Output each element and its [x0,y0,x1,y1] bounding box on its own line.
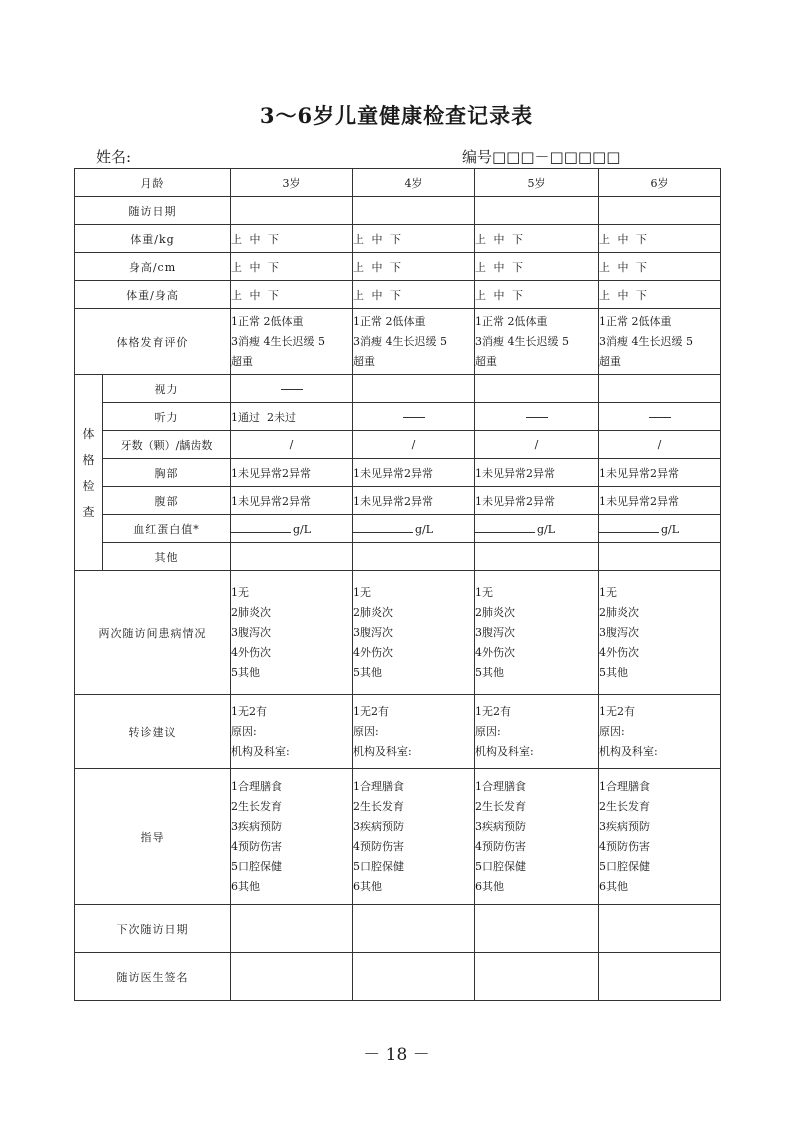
id-number-label: 编号□□□－□□□□□ [462,148,621,166]
chest-label: 胸部 [103,459,231,487]
teeth-3[interactable]: / [231,431,353,459]
illness-option: 5其他 [599,665,628,679]
illness-option: 5其他 [475,665,504,679]
hemoglobin-blank [231,522,291,533]
referral-institution: 机构及科室: [353,744,412,758]
illness-option: 4外伤次 [475,645,515,659]
referral-institution: 机构及科室: [599,744,658,758]
vision-6[interactable] [599,375,721,403]
height-label: 身高/cm [75,253,231,281]
illness-option: 2肺炎次 [353,605,393,619]
referral-reason: 原因: [599,724,625,738]
guidance-option: 5口腔保健 [231,859,282,873]
height-3[interactable]: 上 中 下 [231,253,353,281]
page-title: 3～6岁儿童健康检查记录表 [259,103,534,128]
abdomen-row [75,487,721,515]
exam-other-label: 其他 [103,543,231,571]
eval-option: 3消瘦 4生长迟缓 5 [231,334,325,348]
hemoglobin-5[interactable] [475,515,599,543]
physical-exam-group-text: 体格检查 [82,426,95,519]
hearing-row [75,403,721,431]
weight-height-3[interactable]: 上 中 下 [231,281,353,309]
eval-5[interactable] [475,309,599,375]
guidance-option: 3疾病预防 [353,819,404,833]
illness-option: 1无 [599,585,617,599]
illness-option: 3腹泻次 [231,625,271,639]
not-applicable-dash [649,417,671,418]
eval-option: 1正常 2低体重 [353,314,426,328]
guidance-option: 2生长发育 [475,799,526,813]
teeth-6[interactable]: / [599,431,721,459]
doctor-sign-4[interactable] [353,953,475,1001]
exam-other-3[interactable] [231,543,353,571]
name-label: 姓名: [96,148,132,166]
illness-option: 5其他 [353,665,382,679]
hemoglobin-blank [353,522,413,533]
illness-5[interactable] [475,571,599,695]
guidance-row [75,769,721,905]
illness-option: 2肺炎次 [599,605,639,619]
eval-option: 超重 [599,354,621,368]
weight-height-4[interactable]: 上 中 下 [353,281,475,309]
weight-height-5[interactable]: 上 中 下 [475,281,599,309]
eval-option: 1正常 2低体重 [475,314,548,328]
guidance-option: 6其他 [599,879,628,893]
eval-option: 超重 [353,354,375,368]
referral-3[interactable] [231,695,353,769]
exam-other-row [75,543,721,571]
guidance-option: 4预防伤害 [599,839,650,853]
hearing-5 [475,403,599,431]
referral-4[interactable] [353,695,475,769]
next-date-label: 下次随访日期 [75,905,231,953]
visit-date-4[interactable] [353,197,475,225]
page-number: － 18 － [363,1045,430,1065]
guidance-option: 5口腔保健 [599,859,650,873]
hearing-4 [353,403,475,431]
vision-5[interactable] [475,375,599,403]
next-date-5[interactable] [475,905,599,953]
referral-reason: 原因: [475,724,501,738]
visit-date-3[interactable] [231,197,353,225]
guidance-label: 指导 [75,769,231,905]
illness-option: 4外伤次 [353,645,393,659]
referral-option: 1无2有 [353,704,389,718]
guidance-option: 1合理膳食 [353,779,404,793]
weight-row [75,225,721,253]
weight-height-label: 体重/身高 [75,281,231,309]
referral-5[interactable] [475,695,599,769]
exam-other-4[interactable] [353,543,475,571]
vision-3[interactable] [231,375,353,403]
weight-4[interactable]: 上 中 下 [353,225,475,253]
referral-6[interactable] [599,695,721,769]
guidance-option: 6其他 [475,879,504,893]
weight-height-row [75,281,721,309]
eval-row [75,309,721,375]
not-applicable-dash [281,389,303,390]
guidance-option: 2生长发育 [599,799,650,813]
height-6[interactable]: 上 中 下 [599,253,721,281]
hb-unit: g/L [661,522,680,536]
doctor-sign-row [75,953,721,1001]
guidance-option: 2生长发育 [231,799,282,813]
hemoglobin-label: 血红蛋白值* [103,515,231,543]
illness-option: 5其他 [231,665,260,679]
vision-4[interactable] [353,375,475,403]
teeth-5[interactable]: / [475,431,599,459]
hemoglobin-6[interactable] [599,515,721,543]
guidance-option: 1合理膳食 [475,779,526,793]
chest-4[interactable]: 1未见异常2异常 [353,459,475,487]
eval-option: 超重 [475,354,497,368]
eval-option: 1正常 2低体重 [231,314,304,328]
eval-label: 体格发育评价 [75,309,231,375]
referral-option: 1无2有 [475,704,511,718]
referral-option: 1无2有 [231,704,267,718]
chest-5[interactable]: 1未见异常2异常 [475,459,599,487]
illness-3[interactable] [231,571,353,695]
guidance-4[interactable] [353,769,475,905]
guidance-option: 1合理膳食 [231,779,282,793]
illness-option: 3腹泻次 [599,625,639,639]
visit-date-6[interactable] [599,197,721,225]
not-applicable-dash [403,417,425,418]
age-5-header: 5岁 [475,169,599,197]
abdomen-4[interactable]: 1未见异常2异常 [353,487,475,515]
health-record-table [74,168,721,1001]
next-date-3[interactable] [231,905,353,953]
teeth-row [75,431,721,459]
abdomen-label: 腹部 [103,487,231,515]
guidance-option: 2生长发育 [353,799,404,813]
eval-3[interactable] [231,309,353,375]
illness-6[interactable] [599,571,721,695]
vision-label: 视力 [103,375,231,403]
hearing-3[interactable]: 1通过 2未过 [231,403,353,431]
illness-option: 4外伤次 [231,645,271,659]
exam-other-6[interactable] [599,543,721,571]
visit-date-row [75,197,721,225]
weight-label: 体重/kg [75,225,231,253]
hemoglobin-3[interactable] [231,515,353,543]
eval-option: 3消瘦 4生长迟缓 5 [599,334,693,348]
eval-option: 超重 [231,354,253,368]
hb-unit: g/L [415,522,434,536]
chest-6[interactable]: 1未见异常2异常 [599,459,721,487]
doctor-sign-5[interactable] [475,953,599,1001]
visit-date-5[interactable] [475,197,599,225]
guidance-option: 4预防伤害 [475,839,526,853]
referral-reason: 原因: [353,724,379,738]
illness-4[interactable] [353,571,475,695]
height-5[interactable]: 上 中 下 [475,253,599,281]
hemoglobin-row [75,515,721,543]
weight-3[interactable]: 上 中 下 [231,225,353,253]
eval-option: 1正常 2低体重 [599,314,672,328]
referral-institution: 机构及科室: [231,744,290,758]
height-row [75,253,721,281]
guidance-option: 3疾病预防 [599,819,650,833]
illness-label: 两次随访间患病情况 [75,571,231,695]
guidance-option: 4预防伤害 [231,839,282,853]
guidance-option: 6其他 [353,879,382,893]
guidance-option: 5口腔保健 [475,859,526,873]
illness-option: 4外伤次 [599,645,639,659]
illness-option: 1无 [231,585,249,599]
guidance-option: 5口腔保健 [353,859,404,873]
age-3-header: 3岁 [231,169,353,197]
vision-row [75,375,721,403]
hemoglobin-blank [475,522,535,533]
month-age-header: 月龄 [75,169,231,197]
height-4[interactable]: 上 中 下 [353,253,475,281]
exam-other-5[interactable] [475,543,599,571]
referral-option: 1无2有 [599,704,635,718]
guidance-option: 4预防伤害 [353,839,404,853]
physical-exam-group-label [75,375,103,571]
hearing-label: 听力 [103,403,231,431]
age-4-header: 4岁 [353,169,475,197]
doctor-sign-3[interactable] [231,953,353,1001]
abdomen-3[interactable]: 1未见异常2异常 [231,487,353,515]
guidance-6[interactable] [599,769,721,905]
not-applicable-dash [526,417,548,418]
weight-5[interactable]: 上 中 下 [475,225,599,253]
illness-option: 2肺炎次 [231,605,271,619]
guidance-option: 1合理膳食 [599,779,650,793]
hearing-6 [599,403,721,431]
illness-option: 3腹泻次 [353,625,393,639]
referral-institution: 机构及科室: [475,744,534,758]
hemoglobin-4[interactable] [353,515,475,543]
eval-6[interactable] [599,309,721,375]
doctor-sign-6[interactable] [599,953,721,1001]
weight-height-6[interactable]: 上 中 下 [599,281,721,309]
doctor-sign-label: 随访医生签名 [75,953,231,1001]
referral-row [75,695,721,769]
hemoglobin-blank [599,522,659,533]
abdomen-6[interactable]: 1未见异常2异常 [599,487,721,515]
illness-option: 3腹泻次 [475,625,515,639]
eval-option: 3消瘦 4生长迟缓 5 [475,334,569,348]
abdomen-5[interactable]: 1未见异常2异常 [475,487,599,515]
teeth-4[interactable]: / [353,431,475,459]
chest-3[interactable]: 1未见异常2异常 [231,459,353,487]
hb-unit: g/L [293,522,312,536]
teeth-label: 牙数（颗）/龋齿数 [103,431,231,459]
illness-option: 1无 [475,585,493,599]
referral-reason: 原因: [231,724,257,738]
illness-row [75,571,721,695]
eval-option: 3消瘦 4生长迟缓 5 [353,334,447,348]
next-date-6[interactable] [599,905,721,953]
eval-4[interactable] [353,309,475,375]
hb-unit: g/L [537,522,556,536]
weight-6[interactable]: 上 中 下 [599,225,721,253]
guidance-option: 3疾病预防 [475,819,526,833]
illness-option: 2肺炎次 [475,605,515,619]
header-row [75,169,721,197]
guidance-option: 3疾病预防 [231,819,282,833]
chest-row [75,459,721,487]
guidance-5[interactable] [475,769,599,905]
guidance-option: 6其他 [231,879,260,893]
next-date-row [75,905,721,953]
illness-option: 1无 [353,585,371,599]
visit-date-label: 随访日期 [75,197,231,225]
next-date-4[interactable] [353,905,475,953]
age-6-header: 6岁 [599,169,721,197]
guidance-3[interactable] [231,769,353,905]
referral-label: 转诊建议 [75,695,231,769]
